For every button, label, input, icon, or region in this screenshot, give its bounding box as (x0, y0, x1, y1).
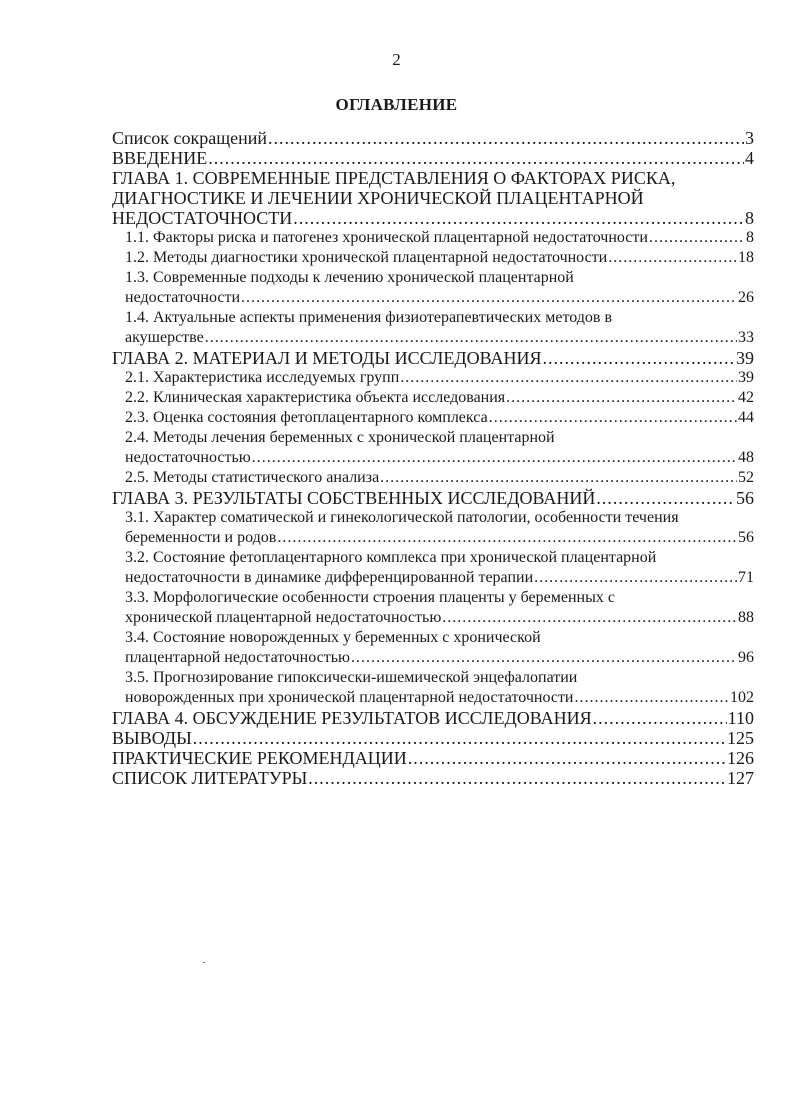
dot-leader (593, 708, 727, 728)
dot-leader (543, 348, 735, 368)
toc-entry-page-number: 39 (738, 369, 754, 386)
toc-entry-page-number: 126 (727, 748, 754, 768)
toc-chapter-entry (112, 488, 754, 508)
toc-entry-page-number: 26 (738, 289, 754, 306)
toc-entry-title: ГЛАВА 4. ОБСУЖДЕНИЕ РЕЗУЛЬТАТОВ ИССЛЕДОВАНИЯ (112, 708, 592, 728)
toc-entry-page-number: 33 (738, 329, 754, 346)
toc-section-entry (112, 468, 754, 488)
toc-entry-title: ВЫВОДЫ (112, 728, 192, 748)
dot-leader (380, 468, 737, 488)
toc-entry-line (125, 648, 754, 668)
toc-entry-title: Список сокращений (112, 128, 267, 148)
toc-chapter-entry (112, 148, 754, 168)
toc-entry-title: 1.1. Факторы риска и патогенез хронической плацентарной недостаточности (125, 229, 648, 246)
toc-entry-title-start: 1.3. Современные подходы к лечению хронической плацентарной (125, 269, 574, 286)
toc-entry-line (125, 688, 754, 708)
dot-leader (649, 228, 745, 248)
toc-entry-page-number: 52 (738, 469, 754, 486)
toc-entry-line (125, 448, 754, 468)
toc-entry-page-number: 48 (738, 449, 754, 466)
toc-entry-page-number: 3 (745, 128, 754, 148)
dot-leader (596, 488, 735, 508)
toc-entry-line (125, 388, 754, 408)
toc-entry-title: ПРАКТИЧЕСКИЕ РЕКОМЕНДАЦИИ (112, 748, 407, 768)
dot-leader (193, 728, 726, 748)
toc-entry-page-number: 4 (745, 148, 754, 168)
toc-entry-title-start: 1.4. Актуальные аспекты применения физиотерапевтических методов в (125, 309, 613, 326)
toc-entry-line (125, 228, 754, 248)
toc-entry-title: СПИСОК ЛИТЕРАТУРЫ (112, 768, 308, 788)
dot-leader (408, 748, 726, 768)
toc-entry-title: НЕДОСТАТОЧНОСТИ (112, 208, 293, 228)
toc-entry-line (112, 768, 754, 788)
toc-section-entry (112, 408, 754, 428)
dot-leader (608, 248, 737, 268)
toc-entry-line (125, 368, 754, 388)
dot-leader (277, 528, 737, 548)
toc-entry-page-number: 8 (745, 208, 754, 228)
toc-entry-line (112, 728, 754, 748)
toc-entry-line (125, 608, 754, 628)
dot-leader (489, 408, 737, 428)
toc-chapter-entry (112, 728, 754, 748)
toc-entry-line (125, 568, 754, 588)
toc-entry-title: 1.2. Методы диагностики хронической плацентарной недостаточности (125, 249, 608, 266)
toc-section-entry (112, 248, 754, 268)
toc-entry-title: ВВЕДЕНИЕ (112, 148, 208, 168)
dot-leader (252, 448, 737, 468)
scan-speck (203, 962, 205, 963)
toc-entry-line (112, 708, 754, 728)
toc-section-entry (112, 388, 754, 408)
toc-section-entry (112, 628, 754, 668)
toc-entry-line (125, 248, 754, 268)
page-number: 2 (392, 50, 401, 69)
toc-section-entry (112, 428, 754, 468)
dot-leader (293, 208, 744, 228)
toc-entry-line (112, 208, 754, 228)
toc-entry-page-number: 8 (746, 229, 754, 246)
toc-entry-page-number: 127 (727, 768, 754, 788)
toc-entry-title: беременности и родов (125, 529, 277, 546)
toc-entry-title: хронической плацентарной недостаточностью (125, 609, 442, 626)
toc-title: ОГЛАВЛЕНИЕ (335, 95, 458, 114)
toc-entry-title: недостаточности (125, 289, 240, 306)
dot-leader (506, 388, 737, 408)
dot-leader (351, 648, 737, 668)
toc-entry-line (125, 328, 754, 348)
toc-entry-line (125, 288, 754, 308)
toc-entry-line (125, 408, 754, 428)
toc-entry-title: 2.3. Оценка состояния фетоплацентарного комплекса (125, 409, 488, 426)
toc-entry-page-number: 42 (738, 389, 754, 406)
toc-section-entry (112, 268, 754, 308)
toc-entry-title: недостаточности в динамике дифференцированной терапии (125, 569, 534, 586)
dot-leader (575, 688, 730, 708)
toc-section-entry (112, 308, 754, 348)
toc-entry-line (112, 488, 754, 508)
dot-leader (400, 368, 737, 388)
toc-section-entry (112, 548, 754, 588)
toc-entry-line (125, 528, 754, 548)
dot-leader (208, 148, 744, 168)
toc-entry-title-start: 3.3. Морфологические особенности строения плаценты у беременных с (125, 589, 615, 606)
toc-entry-title: плацентарной недостаточностью (125, 649, 350, 666)
dot-leader (205, 328, 737, 348)
toc-entry-line (112, 128, 754, 148)
toc-entry-title-start: ГЛАВА 1. СОВРЕМЕННЫЕ ПРЕДСТАВЛЕНИЯ О ФАКТОРАХ РИСКА, ДИАГНОСТИКЕ И ЛЕЧЕНИИ ХРОНИЧЕСКОЙ ПЛАЦЕНТАРНОЙ (112, 168, 676, 208)
table-of-contents (112, 128, 754, 788)
toc-section-entry (112, 228, 754, 248)
dot-leader (308, 768, 726, 788)
toc-entry-title: недостаточностью (125, 449, 251, 466)
toc-entry-title-start: 3.2. Состояние фетоплацентарного комплекса при хронической плацентарной (125, 549, 657, 566)
toc-entry-title-start: 3.5. Прогнозирование гипоксически-ишемической энцефалопатии (125, 669, 578, 686)
toc-entry-page-number: 18 (738, 249, 754, 266)
toc-entry-line (112, 348, 754, 368)
toc-entry-page-number: 102 (730, 689, 754, 706)
toc-entry-page-number: 56 (736, 488, 754, 508)
toc-chapter-entry (112, 768, 754, 788)
toc-entry-page-number: 110 (727, 708, 754, 728)
toc-entry-title-start: 3.1. Характер соматической и гинекологической патологии, особенности течения (125, 509, 679, 526)
dot-leader (241, 288, 737, 308)
dot-leader (534, 568, 737, 588)
toc-entry-page-number: 88 (738, 609, 754, 626)
toc-chapter-entry (112, 168, 754, 228)
toc-entry-line (112, 148, 754, 168)
toc-entry-line (112, 748, 754, 768)
toc-entry-page-number: 96 (738, 649, 754, 666)
toc-entry-title: акушерстве (125, 329, 204, 346)
toc-entry-title: новорожденных при хронической плацентарной недостаточности (125, 689, 574, 706)
toc-entry-title: ГЛАВА 3. РЕЗУЛЬТАТЫ СОБСТВЕННЫХ ИССЛЕДОВАНИЙ (112, 488, 596, 508)
toc-entry-title: 2.2. Клиническая характеристика объекта исследования (125, 389, 506, 406)
toc-chapter-entry (112, 708, 754, 728)
toc-entry-title: 2.5. Методы статистического анализа (125, 469, 380, 486)
toc-entry-page-number: 39 (736, 348, 754, 368)
toc-chapter-entry (112, 348, 754, 368)
toc-section-entry (112, 668, 754, 708)
toc-entry-line (125, 468, 754, 488)
toc-entry-page-number: 56 (738, 529, 754, 546)
toc-chapter-entry (112, 128, 754, 148)
toc-entry-page-number: 125 (727, 728, 754, 748)
toc-entry-title-start: 3.4. Состояние новорожденных у беременных с хронической (125, 629, 541, 646)
toc-entry-title-start: 2.4. Методы лечения беременных с хронической плацентарной (125, 429, 555, 446)
toc-entry-page-number: 44 (738, 409, 754, 426)
toc-section-entry (112, 508, 754, 548)
toc-entry-title: ГЛАВА 2. МАТЕРИАЛ И МЕТОДЫ ИССЛЕДОВАНИЯ (112, 348, 542, 368)
dot-leader (268, 128, 744, 148)
toc-entry-page-number: 71 (738, 569, 754, 586)
toc-entry-title: 2.1. Характеристика исследуемых групп (125, 369, 400, 386)
toc-section-entry (112, 368, 754, 388)
toc-section-entry (112, 588, 754, 628)
toc-chapter-entry (112, 748, 754, 768)
dot-leader (442, 608, 737, 628)
